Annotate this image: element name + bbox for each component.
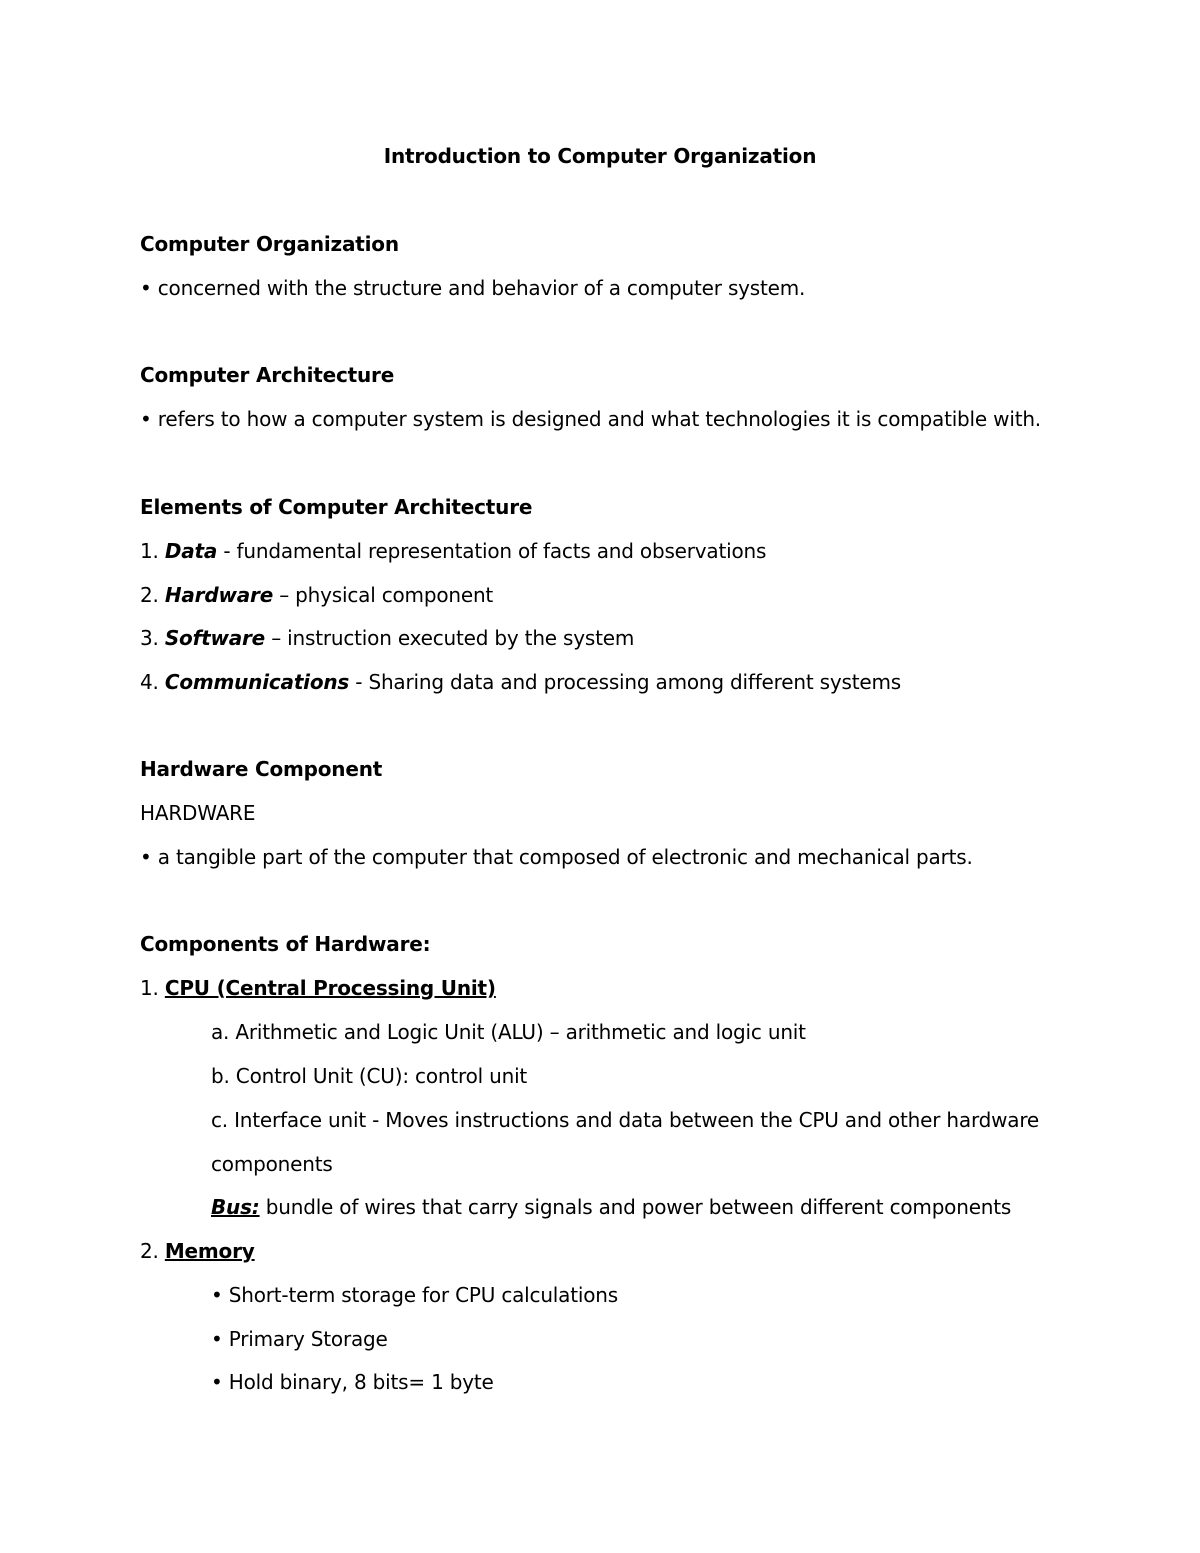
cpu-sub-item-cu: b. Control Unit (CU): control unit <box>211 1064 528 1088</box>
heading-hardware-component: Hardware Component <box>140 757 383 781</box>
cpu-sub-item-interface-continued: components <box>211 1152 333 1176</box>
organization-definition: • concerned with the structure and behavior of a computer system. <box>140 276 806 300</box>
hardware-definition: • a tangible part of the computer that composed of electronic and mechanical parts. <box>140 845 973 869</box>
heading-computer-architecture: Computer Architecture <box>140 363 395 387</box>
list-term: Hardware <box>164 583 274 607</box>
cpu-list-item <box>140 975 496 1001</box>
architecture-definition: • refers to how a computer system is designed and what technologies it is compatible with. <box>140 407 1041 431</box>
bus-description: bundle of wires that carry signals and power between different components <box>259 1195 1012 1219</box>
list-description: - Sharing data and processing among different systems <box>349 670 901 694</box>
list-term: Communications <box>164 670 350 694</box>
list-number: 1. <box>140 539 165 563</box>
memory-bullet: • Hold binary, 8 bits= 1 byte <box>211 1370 494 1394</box>
memory-bullet: • Short-term storage for CPU calculations <box>211 1283 618 1307</box>
memory-label: Memory <box>164 1239 255 1263</box>
bus-term: Bus: <box>211 1195 260 1219</box>
list-description: - fundamental representation of facts and observations <box>217 539 767 563</box>
cpu-sub-item-interface: c. Interface unit - Moves instructions and data between the CPU and other hardware <box>211 1108 1040 1132</box>
list-item <box>140 625 634 651</box>
cpu-sub-item-alu: a. Arithmetic and Logic Unit (ALU) – arithmetic and logic unit <box>211 1020 806 1044</box>
list-item <box>140 582 493 608</box>
list-item <box>140 538 766 564</box>
heading-elements: Elements of Computer Architecture <box>140 495 533 519</box>
memory-list-item <box>140 1238 255 1264</box>
bus-definition <box>211 1194 1011 1220</box>
list-description: – instruction executed by the system <box>265 626 635 650</box>
list-item <box>140 669 901 695</box>
list-number: 2. <box>140 1239 165 1263</box>
memory-bullet: • Primary Storage <box>211 1327 388 1351</box>
list-term: Software <box>164 626 266 650</box>
cpu-label: CPU (Central Processing Unit) <box>164 976 496 1000</box>
list-number: 1. <box>140 976 165 1000</box>
list-description: – physical component <box>273 583 494 607</box>
heading-computer-organization: Computer Organization <box>140 232 399 256</box>
heading-components-of-hardware: Components of Hardware: <box>140 932 431 956</box>
list-number: 4. <box>140 670 165 694</box>
document-title: Introduction to Computer Organization <box>383 144 817 168</box>
list-term: Data <box>164 539 218 563</box>
list-number: 3. <box>140 626 165 650</box>
list-number: 2. <box>140 583 165 607</box>
hardware-label: HARDWARE <box>140 801 256 825</box>
